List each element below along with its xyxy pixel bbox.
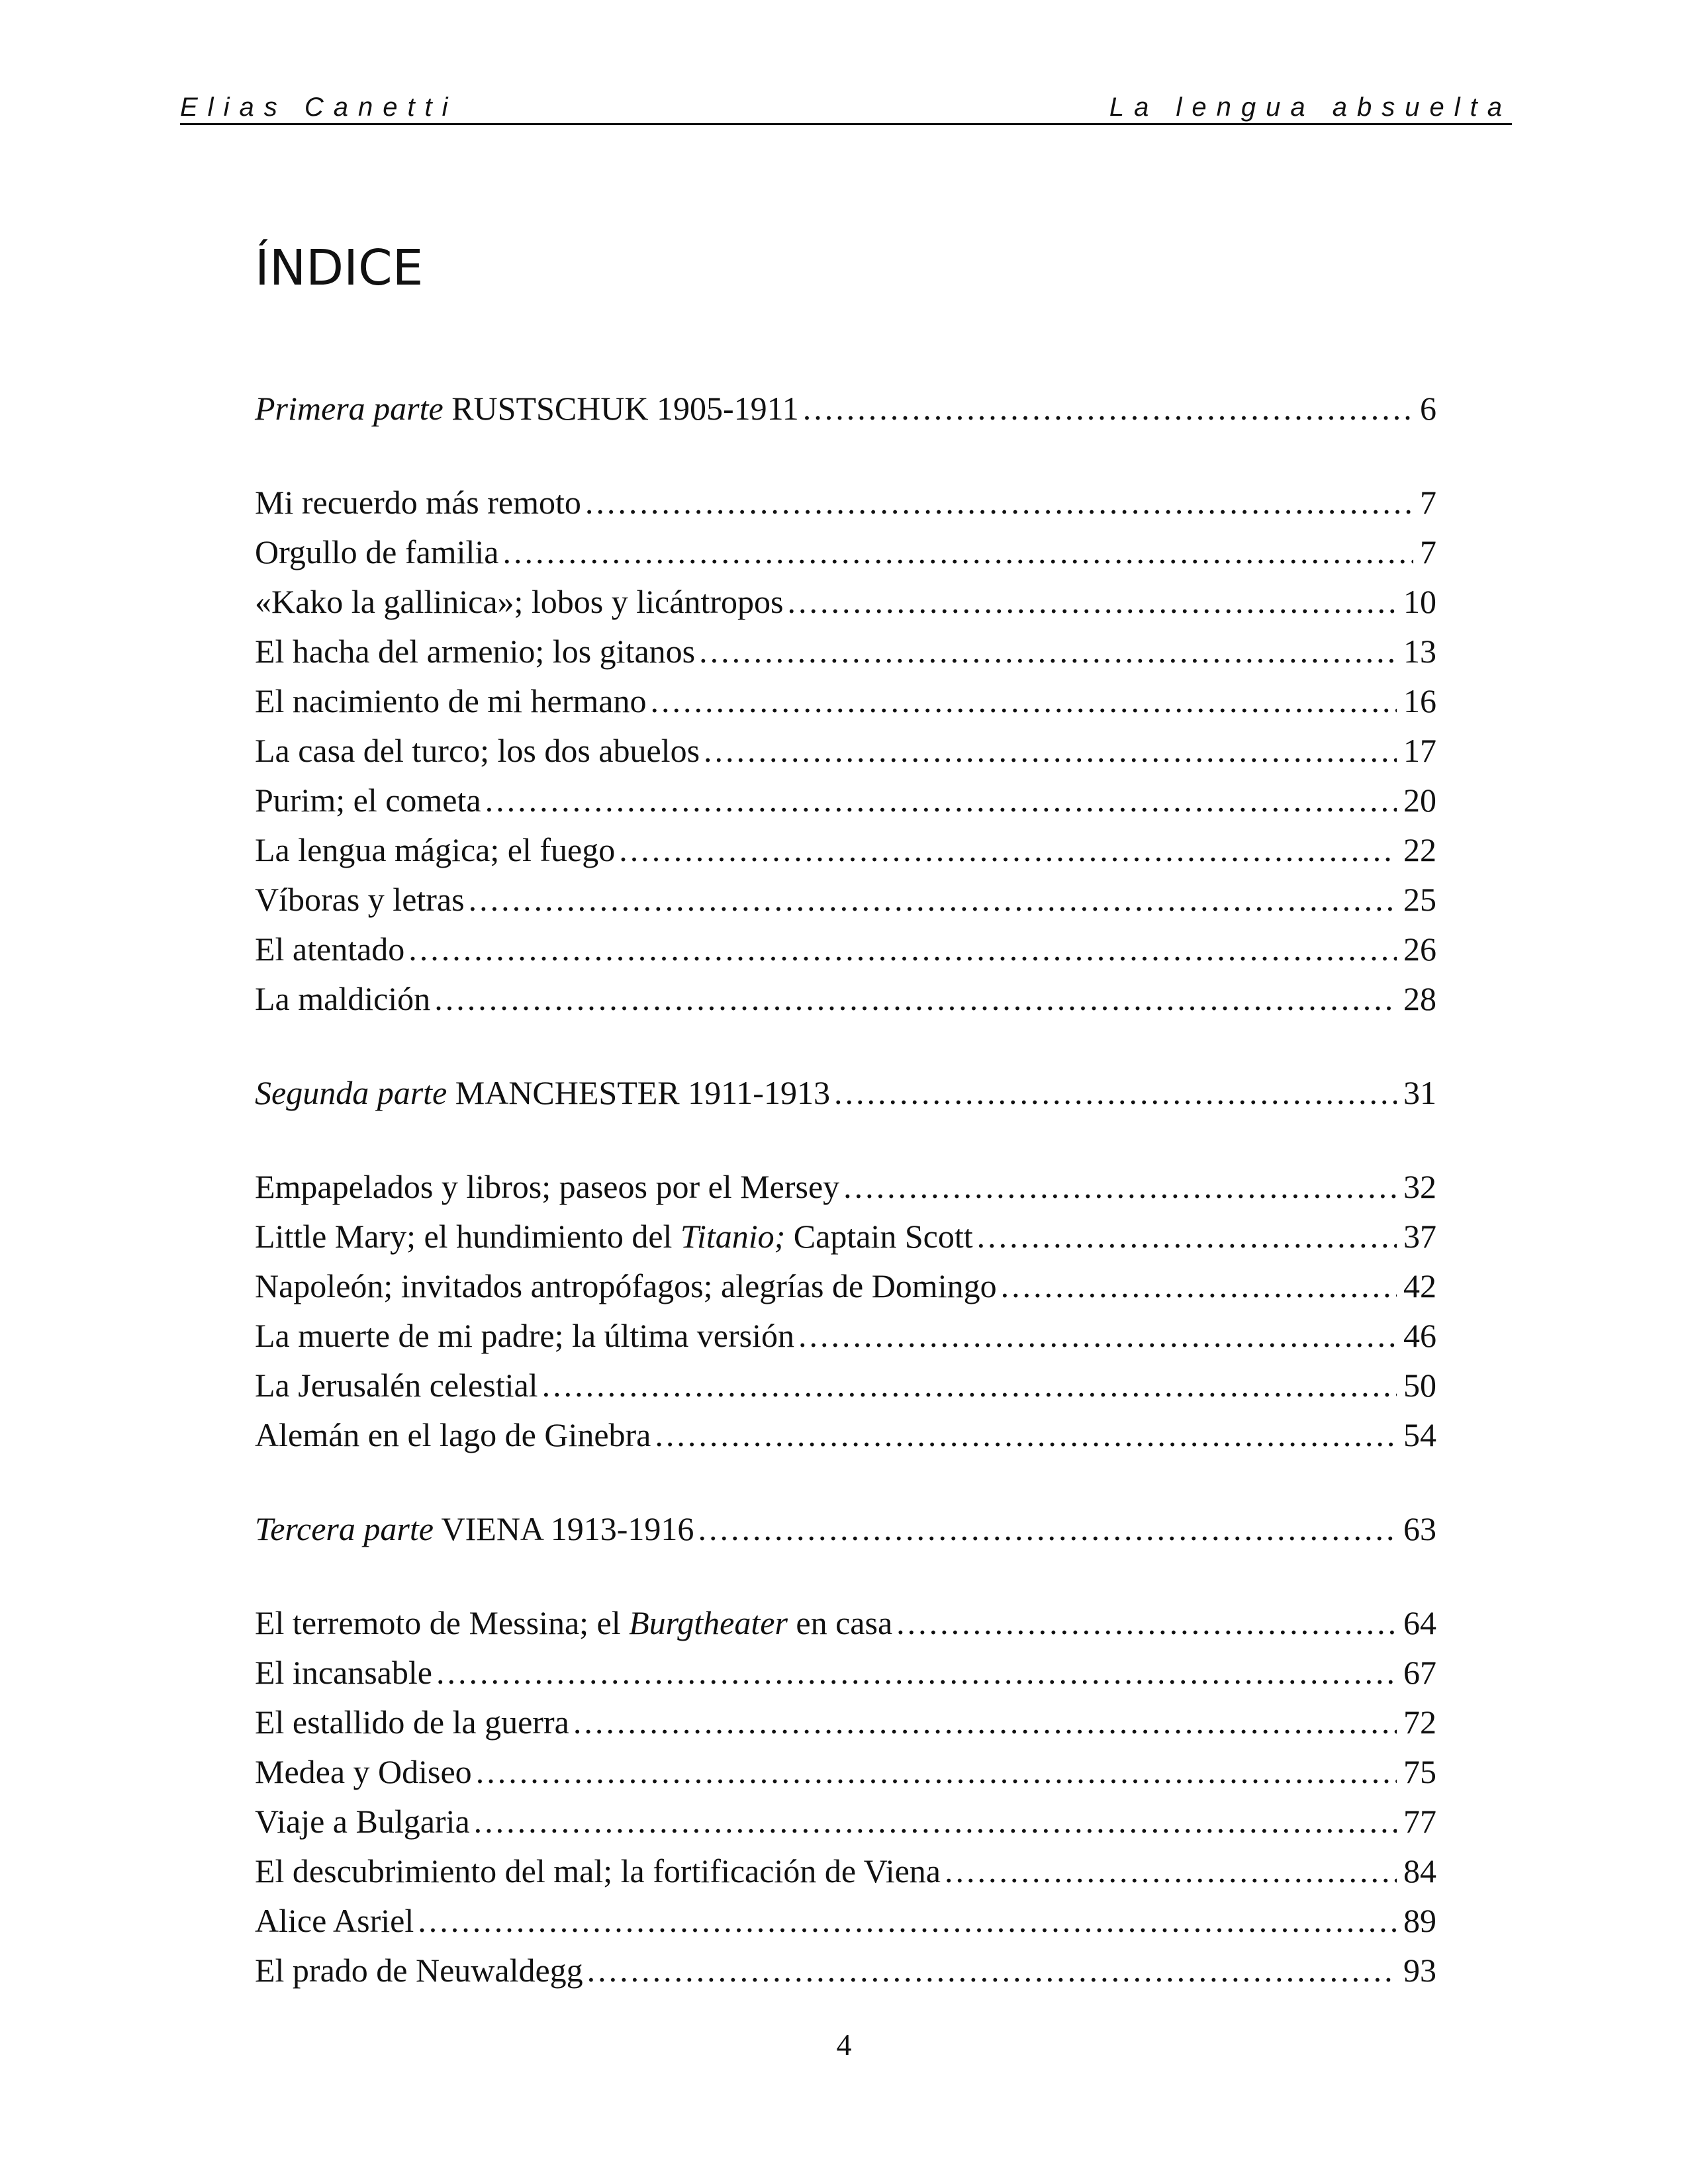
toc-title-part: en casa xyxy=(787,1604,893,1641)
toc-entry-title: Medea y Odiseo xyxy=(255,1753,472,1790)
dot-leader xyxy=(436,1648,1397,1698)
toc-chapter-entry xyxy=(255,875,1436,925)
dot-leader xyxy=(699,627,1397,676)
toc-chapter-entry xyxy=(255,1896,1436,1946)
toc-entry-title: Alice Asriel xyxy=(255,1902,414,1939)
toc-page-number: 7 xyxy=(1420,533,1436,570)
toc-entry-title: Viaje a Bulgaria xyxy=(255,1803,470,1840)
toc-chapter-entry xyxy=(255,726,1436,776)
toc-entry-title: La lengua mágica; el fuego xyxy=(255,831,616,868)
toc-page-number: 84 xyxy=(1403,1852,1436,1889)
page-number: 4 xyxy=(836,2028,852,2062)
toc-page-number: 17 xyxy=(1403,732,1436,769)
toc-entry-title: El hacha del armenio; los gitanos xyxy=(255,633,696,670)
toc-chapter-entry xyxy=(255,1261,1436,1311)
toc-part-entry xyxy=(255,384,1436,433)
toc-chapter-entry xyxy=(255,1797,1436,1846)
toc-entry-title: «Kako la gallinica»; lobos y licántropos xyxy=(255,583,784,620)
toc-page-number: 28 xyxy=(1403,980,1436,1017)
toc-entry-title: Purim; el cometa xyxy=(255,782,481,819)
dot-leader xyxy=(834,1068,1397,1118)
dot-leader xyxy=(573,1698,1397,1747)
toc-entry-title xyxy=(255,1598,892,1648)
header-book-title: La lengua absuelta xyxy=(1109,93,1512,122)
toc-part-label: Segunda parte xyxy=(255,1074,447,1111)
toc-chapter-entry xyxy=(255,1846,1436,1896)
toc-entry-title xyxy=(255,1212,973,1261)
toc-entry-title: El prado de Neuwaldegg xyxy=(255,1952,583,1989)
dot-leader xyxy=(474,1797,1397,1846)
toc-chapter-entry xyxy=(255,1311,1436,1361)
toc-page-number: 32 xyxy=(1403,1168,1436,1205)
dot-leader xyxy=(704,726,1397,776)
toc-part-title: MANCHESTER 1911-1913 xyxy=(455,1074,830,1111)
dot-leader xyxy=(542,1361,1397,1410)
toc-page-number: 7 xyxy=(1420,484,1436,521)
toc-entry-title: Mi recuerdo más remoto xyxy=(255,484,581,521)
toc-page-number: 16 xyxy=(1403,682,1436,719)
toc-part-title: RUSTSCHUK 1905-1911 xyxy=(451,390,799,427)
toc-entry-title: Alemán en el lago de Ginebra xyxy=(255,1416,651,1453)
toc-entry-title: El incansable xyxy=(255,1654,432,1691)
dot-leader xyxy=(469,875,1397,925)
table-of-contents xyxy=(255,384,1436,1995)
dot-leader xyxy=(977,1212,1397,1261)
dot-leader xyxy=(434,974,1397,1024)
dot-leader xyxy=(502,527,1413,577)
toc-entry-title: La maldición xyxy=(255,980,431,1017)
dot-leader xyxy=(843,1162,1397,1212)
toc-chapter-entry xyxy=(255,1747,1436,1797)
toc-chapter-entry xyxy=(255,925,1436,974)
toc-part-entry xyxy=(255,1068,1436,1118)
toc-entry-title: La muerte de mi padre; la última versión xyxy=(255,1317,794,1354)
toc-page-number: 31 xyxy=(1403,1074,1436,1111)
toc-chapter-entry xyxy=(255,478,1436,527)
dot-leader xyxy=(418,1896,1397,1946)
dot-leader xyxy=(476,1747,1397,1797)
toc-page-number: 89 xyxy=(1403,1902,1436,1939)
toc-entry-title: Napoleón; invitados antropófagos; alegrías de Domingo xyxy=(255,1267,997,1304)
toc-chapter-entry xyxy=(255,1946,1436,1995)
toc-entry-title xyxy=(255,1068,830,1118)
dot-leader xyxy=(408,925,1397,974)
toc-entry-title xyxy=(255,384,799,433)
toc-page-number: 26 xyxy=(1403,931,1436,968)
toc-part-title: VIENA 1913-1916 xyxy=(441,1510,694,1547)
toc-chapter-entry xyxy=(255,825,1436,875)
dot-leader xyxy=(655,1410,1397,1460)
toc-chapter-entry xyxy=(255,1648,1436,1698)
toc-chapter-entry xyxy=(255,1410,1436,1460)
toc-page-number: 63 xyxy=(1403,1510,1436,1547)
toc-chapter-entry xyxy=(255,1598,1436,1648)
toc-page-number: 25 xyxy=(1403,881,1436,918)
toc-page-number: 93 xyxy=(1403,1952,1436,1989)
toc-page-number: 50 xyxy=(1403,1367,1436,1404)
dot-leader xyxy=(650,676,1397,726)
dot-leader xyxy=(787,577,1397,627)
toc-page-number: 20 xyxy=(1403,782,1436,819)
dot-leader xyxy=(945,1846,1397,1896)
dot-leader xyxy=(587,1946,1397,1995)
toc-page-number: 37 xyxy=(1403,1218,1436,1255)
toc-page-number: 67 xyxy=(1403,1654,1436,1691)
running-header xyxy=(180,91,1512,123)
toc-chapter-entry xyxy=(255,627,1436,676)
toc-page-number: 6 xyxy=(1420,390,1436,427)
toc-page-number: 46 xyxy=(1403,1317,1436,1354)
toc-entry-title: La casa del turco; los dos abuelos xyxy=(255,732,700,769)
toc-page-number: 64 xyxy=(1403,1604,1436,1641)
toc-entry-title: Orgullo de familia xyxy=(255,533,499,570)
dot-leader xyxy=(1001,1261,1397,1311)
toc-entry-title: El descubrimiento del mal; la fortificación de Viena xyxy=(255,1852,941,1889)
toc-title-part: Captain Scott xyxy=(785,1218,973,1255)
toc-chapter-entry xyxy=(255,527,1436,577)
toc-part-label: Tercera parte xyxy=(255,1510,434,1547)
toc-chapter-entry xyxy=(255,1162,1436,1212)
toc-title-part: Little Mary; el hundimiento del xyxy=(255,1218,680,1255)
toc-page-number: 10 xyxy=(1403,583,1436,620)
dot-leader xyxy=(485,776,1397,825)
dot-leader xyxy=(585,478,1413,527)
toc-part-entry xyxy=(255,1504,1436,1554)
dot-leader xyxy=(803,384,1413,433)
toc-title-italic: Titanio; xyxy=(680,1218,786,1255)
toc-chapter-entry xyxy=(255,577,1436,627)
toc-entry-title: Empapelados y libros; paseos por el Mersey xyxy=(255,1168,840,1205)
toc-page-number: 54 xyxy=(1403,1416,1436,1453)
toc-page-number: 77 xyxy=(1403,1803,1436,1840)
toc-chapter-entry xyxy=(255,776,1436,825)
toc-page-number: 13 xyxy=(1403,633,1436,670)
toc-page-number: 75 xyxy=(1403,1753,1436,1790)
dot-leader xyxy=(798,1311,1397,1361)
toc-entry-title: El nacimiento de mi hermano xyxy=(255,682,647,719)
toc-chapter-entry xyxy=(255,974,1436,1024)
dot-leader xyxy=(698,1504,1397,1554)
toc-chapter-entry xyxy=(255,1361,1436,1410)
toc-page-number: 42 xyxy=(1403,1267,1436,1304)
toc-chapter-entry xyxy=(255,1212,1436,1261)
toc-title: ÍNDICE xyxy=(255,240,424,296)
toc-title-part: El terremoto de Messina; el xyxy=(255,1604,630,1641)
toc-entry-title: El atentado xyxy=(255,931,405,968)
toc-entry-title: El estallido de la guerra xyxy=(255,1704,569,1741)
toc-chapter-entry xyxy=(255,676,1436,726)
toc-entry-title xyxy=(255,1504,694,1554)
toc-page-number: 22 xyxy=(1403,831,1436,868)
toc-chapter-entry xyxy=(255,1698,1436,1747)
dot-leader xyxy=(619,825,1397,875)
toc-page-number: 72 xyxy=(1403,1704,1436,1741)
toc-title-italic: Burgtheater xyxy=(629,1604,788,1641)
dot-leader xyxy=(896,1598,1397,1648)
header-rule xyxy=(180,123,1512,125)
toc-entry-title: La Jerusalén celestial xyxy=(255,1367,538,1404)
header-author: Elias Canetti xyxy=(180,93,458,122)
toc-entry-title: Víboras y letras xyxy=(255,881,465,918)
toc-part-label: Primera parte xyxy=(255,390,444,427)
